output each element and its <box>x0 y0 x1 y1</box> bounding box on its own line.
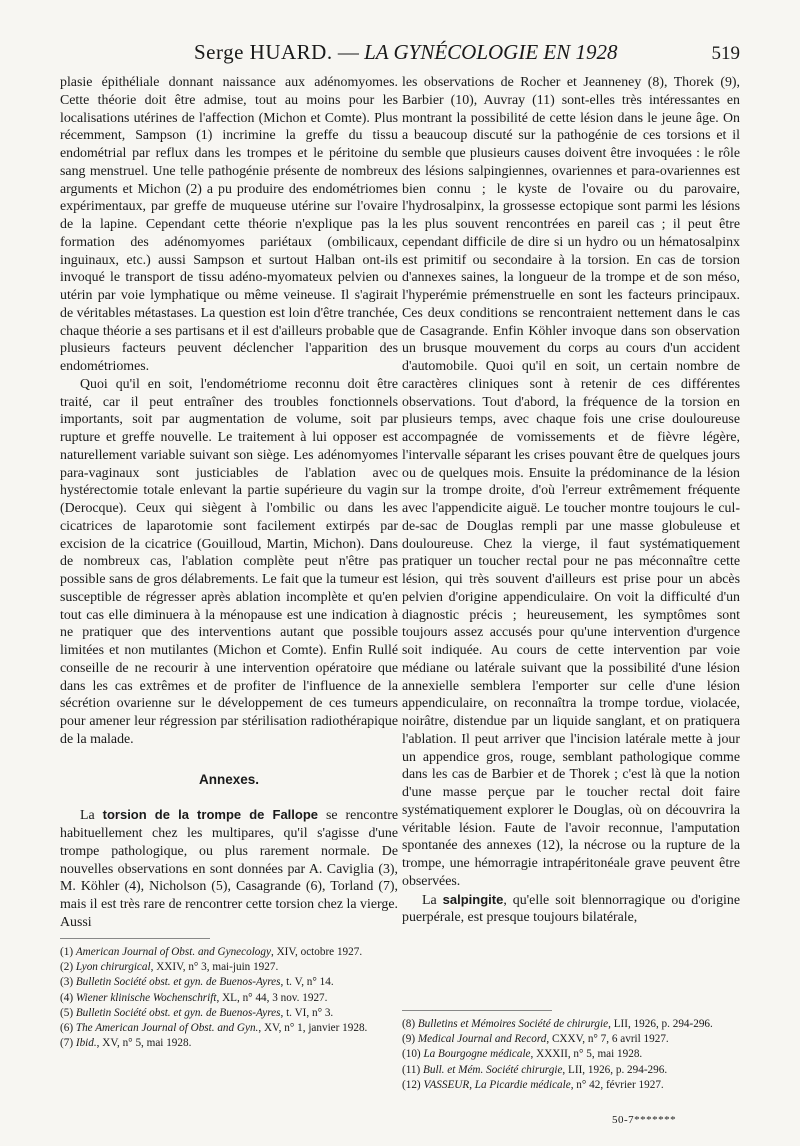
footnote-number: (9) <box>402 1033 416 1046</box>
footnote-details: , LII, 1926, p. 294-296. <box>608 1018 713 1030</box>
footnote <box>60 960 398 975</box>
footnote-number: (7) <box>60 1037 74 1050</box>
footnote-number: (3) <box>60 976 74 989</box>
keyword-salpingite: salpingite <box>442 891 504 907</box>
footnote <box>60 945 398 960</box>
footnote <box>60 975 398 990</box>
paragraph-start: La <box>422 892 443 908</box>
footnote-details: , XV, n° 5, mai 1928. <box>96 1037 192 1050</box>
footnote-details: , n° 42, février 1927. <box>570 1078 664 1091</box>
footnote-reference: La Bourgogne médicale <box>423 1048 531 1061</box>
footnote-number: (2) <box>60 961 74 974</box>
paragraph-torsion-continued: les observations de Rocher et Jeanneney (8), Thorek (9), Barbier (10), Auvray (11) sont-elles très intéressantes en montrant la possibilité de cette lésion dans le jeune âge. On a beaucoup discuté sur la pathogénie de ces torsions et il semble que plusieurs causes doivent être invoquées : le rôle des lésions salpingiennes, ovariennes et para-ovariennes est bien connu ; le kyste de l'ovaire ou du parovaire, l'hydrosalpinx, la grossesse ectopique sont parmi les lésions les plus souvent rencontrées en pareil cas ; il peut être cependant difficile de dire si un hydro ou un hématosalpinx est primitif ou secondaire à la torsion. En cas de torsion d'annexes saines, la longueur de la trompe et de son méso, l'hyperémie prémenstruelle en sont les facteurs principaux. Ces deux conditions se rencontraient nettement dans le cas de Casagrande. Enfin Köhler invoque dans son observation un brusque mouvement du corps au cours d'un accident d'automobile. Quoi qu'il en soit, un certain nombre de caractères cliniques sont à retenir de ces différentes observations. Tout d'abord, la fréquence de la torsion en plusieurs temps, avec chaque fois une crise douloureuse accompagnée de vomissements et de fièvre légère, l'intervalle séparant les crises pouvant être de quelques jours ou de quelques mois. Ensuite la prédominance de la lésion sur la trompe droite, d'où l'erreur extrêmement fréquente avec l'appendicite aiguë. Le toucher montre toujours le cul-de-sac de Douglas rempli par une masse globuleuse et douloureuse. Chez la vierge, il faut systématiquement pratiquer un toucher rectal pour ne pas méconnaître cette lésion, qui très souvent d'ailleurs est prise pour un abcès pelvien d'origine appendiculaire. On voit la difficulté d'un diagnostic précis ; heureusement, les symptômes sont toujours assez accusés pour qu'une intervention d'urgence soit indiquée. Au cours de cette intervention par voie médiane ou latérale suivant que la possibilité d'une lésion annexielle semblera l'emporter sur celle d'une lésion appendiculaire, on reconnaîtra la trompe tordue, violacée, noirâtre, distendue par un liquide sanglant, et on pratiquera l'ablation. Il peut arriver que l'incision latérale mette à jour un appendice gros, rouge, semblant pathologique comme dans les cas de Barbier et de Thorek ; c'est là que la notion d'une masse perçue par le toucher rectal doit faire systématiquement explorer le Douglas, où on découvrira la véritable lésion. Faute de l'avoir reconnue, l'amputation spontanée des annexes (12), la nécrose ou la rupture de la trompe, une hémorragie intrapéritonéale grave peuvent être observées. <box>402 75 740 889</box>
footnote-number: (10) <box>402 1048 421 1061</box>
header-separator: — <box>337 40 359 64</box>
footnote-reference: The American Journal of Obst. and Gyn. <box>75 1022 259 1035</box>
paragraph-tubal-torsion <box>60 806 398 931</box>
paragraph-body: , qu'elle soit blennorragique ou d'origine puerpérale, est presque toujours bilatérale, <box>402 892 740 926</box>
footnote-number: (8) <box>402 1018 416 1030</box>
footnote-details: , XXIV, n° 3, mai-juin 1927. <box>150 961 279 974</box>
footnote <box>402 1032 740 1047</box>
paragraph-endometriosis-pathogeny: plasie épithéliale donnant naissance aux adénomyomes. Cette théorie doit être admise, tout au moins pour les localisations utérines de l'affection (Michon et Comte). Plus récemment, Sampson (1) incrimine la greffe du tissu endométrial par reflux dans les trompes et le péritoine du sang menstruel. Une telle pathogénie présente de nombreux arguments et Michon (2) a pu produire des endométriomes expérimentaux, par greffe de muqueuse utérine sur l'ovaire de la lapine. Cependant cette théorie n'explique pas la formation des adénomyomes pariétaux (ombilicaux, inguinaux, etc.) aussi Sampson et surtout Halban ont-ils invoqué le transport de tissu adéno-myomateux pelvien ou utérin par voie lymphatique ou même veineuse. Il s'agirait de véritables métastases. La question est loin d'être tranchée, chaque théorie a ses partisans et il est d'ailleurs probable que plusieurs facteurs peuvent déclencher l'apparition des endométriomes. <box>60 75 398 374</box>
footnote <box>60 1036 398 1051</box>
footnotes-left <box>60 938 398 1051</box>
header-title: LA GYNÉCOLOGIE EN 1928 <box>364 40 618 64</box>
footnote <box>402 1017 740 1032</box>
printer-signature: 50-7******* <box>612 1114 677 1126</box>
footnote-reference: Wiener klinische Wochenschrift <box>75 991 217 1004</box>
footnote-reference: Medical Journal and Record <box>417 1033 547 1046</box>
footnote-number: (4) <box>60 991 74 1004</box>
running-header <box>60 40 740 68</box>
paragraph-salpingitis <box>402 891 740 928</box>
footnote-details: , XV, n° 1, janvier 1928. <box>258 1022 368 1035</box>
footnote-number: (6) <box>60 1022 74 1035</box>
paragraph-start: La <box>80 808 103 824</box>
footnotes-right <box>402 1010 740 1093</box>
footnote-number: (12) <box>402 1078 421 1091</box>
footnote-reference: VASSEUR, La Picardie médicale <box>423 1078 571 1091</box>
keyword-torsion: torsion de la trompe de Fallope <box>102 807 319 823</box>
left-column <box>60 74 398 932</box>
footnote-reference: Lyon chirurgical <box>75 961 151 974</box>
footnote <box>60 1006 398 1021</box>
footnote-reference: American Journal of Obst. and Gynecology <box>75 946 271 958</box>
page-number: 519 <box>711 43 740 64</box>
right-column <box>402 74 740 927</box>
footnote-details: , XL, n° 44, 3 nov. 1927. <box>216 991 328 1004</box>
footnote-details: , CXXV, n° 7, 6 avril 1927. <box>546 1033 669 1046</box>
paragraph-endometriosis-treatment: Quoi qu'il en soit, l'endométriome reconnu doit être traité, car il peut entraîner des troubles fonctionnels importants, soit par augmentation de volume, soit par rupture et greffe nouvelle. Le traitement à lui opposer est naturellement variable suivant son siège. Les adénomyomes para-vaginaux sont justiciables de l'ablation avec hystérectomie totale enlevant la partie supérieure du vagin (Derocque). Ceux qui siègent à l'ombilic ou dans les cicatrices de laparotomie sont facilement extirpés par excision de la cicatrice (Gouilloud, Martin, Michon). Dans de nombreux cas, l'ablation complète peut n'être pas possible sans de gros délabrements. Le fait que la tumeur est susceptible de régresser après ablation incomplète et qu'en tout cas elle diminuera à la ménopause est une indication à ne pratiquer que des interventions autant que possible limitées et non mutilantes (Michon et Comte). Enfin Rullé conseille de ne recourir à une intervention opératoire que dans les cas extrêmes et de profiter de l'influence de la sécrétion ovarienne sur le développement de ces tumeurs pour amener leur régression par stérilisation radiothérapique de la malade. <box>60 376 398 747</box>
footnote <box>402 1078 740 1093</box>
paragraph-body: se rencontre habituellement chez les multipares, qu'il s'agisse d'une trompe pathologique, ou plus rarement normale. De nouvelles observations en sont données par A. Caviglia (3), M. Köhler (4), Nicholson (5), Casagrande (6), Torland (7), mais il est très rare de rencontrer cette torsion chez la vierge. Aussi <box>60 808 398 930</box>
footnote-number: (5) <box>60 1006 74 1019</box>
footnote-reference: Bulletin Société obst. et gyn. de Buenos-Ayres <box>75 1006 281 1019</box>
footnote-reference: Ibid. <box>75 1037 97 1050</box>
footnote <box>60 991 398 1006</box>
footnote-number: (1) <box>60 946 74 958</box>
footnote-details: , t. V, n° 14. <box>280 976 334 989</box>
footnote-number: (11) <box>402 1063 421 1076</box>
footnote <box>60 1021 398 1036</box>
footnote-reference: Bulletin Société obst. et gyn. de Buenos-Ayres <box>75 976 281 989</box>
footnote <box>402 1063 740 1078</box>
footnote-reference: Bulletins et Mémoires Société de chirurgie <box>417 1018 609 1030</box>
footnote-reference: Bull. et Mém. Société chirurgie <box>423 1063 563 1076</box>
footnote-details: , t. VI, n° 3. <box>280 1006 334 1019</box>
footnote-rule <box>402 1010 552 1011</box>
footnote-details: , XIV, octobre 1927. <box>270 946 363 958</box>
footnote-rule <box>60 938 210 939</box>
running-title <box>100 40 712 65</box>
footnote-details: , XXXII, n° 5, mai 1928. <box>530 1048 643 1061</box>
footnote-details: , LII, 1926, p. 294-296. <box>562 1063 668 1076</box>
header-author: Serge HUARD. <box>193 40 333 64</box>
footnote <box>402 1047 740 1062</box>
section-heading-annexes: Annexes. <box>198 771 260 787</box>
